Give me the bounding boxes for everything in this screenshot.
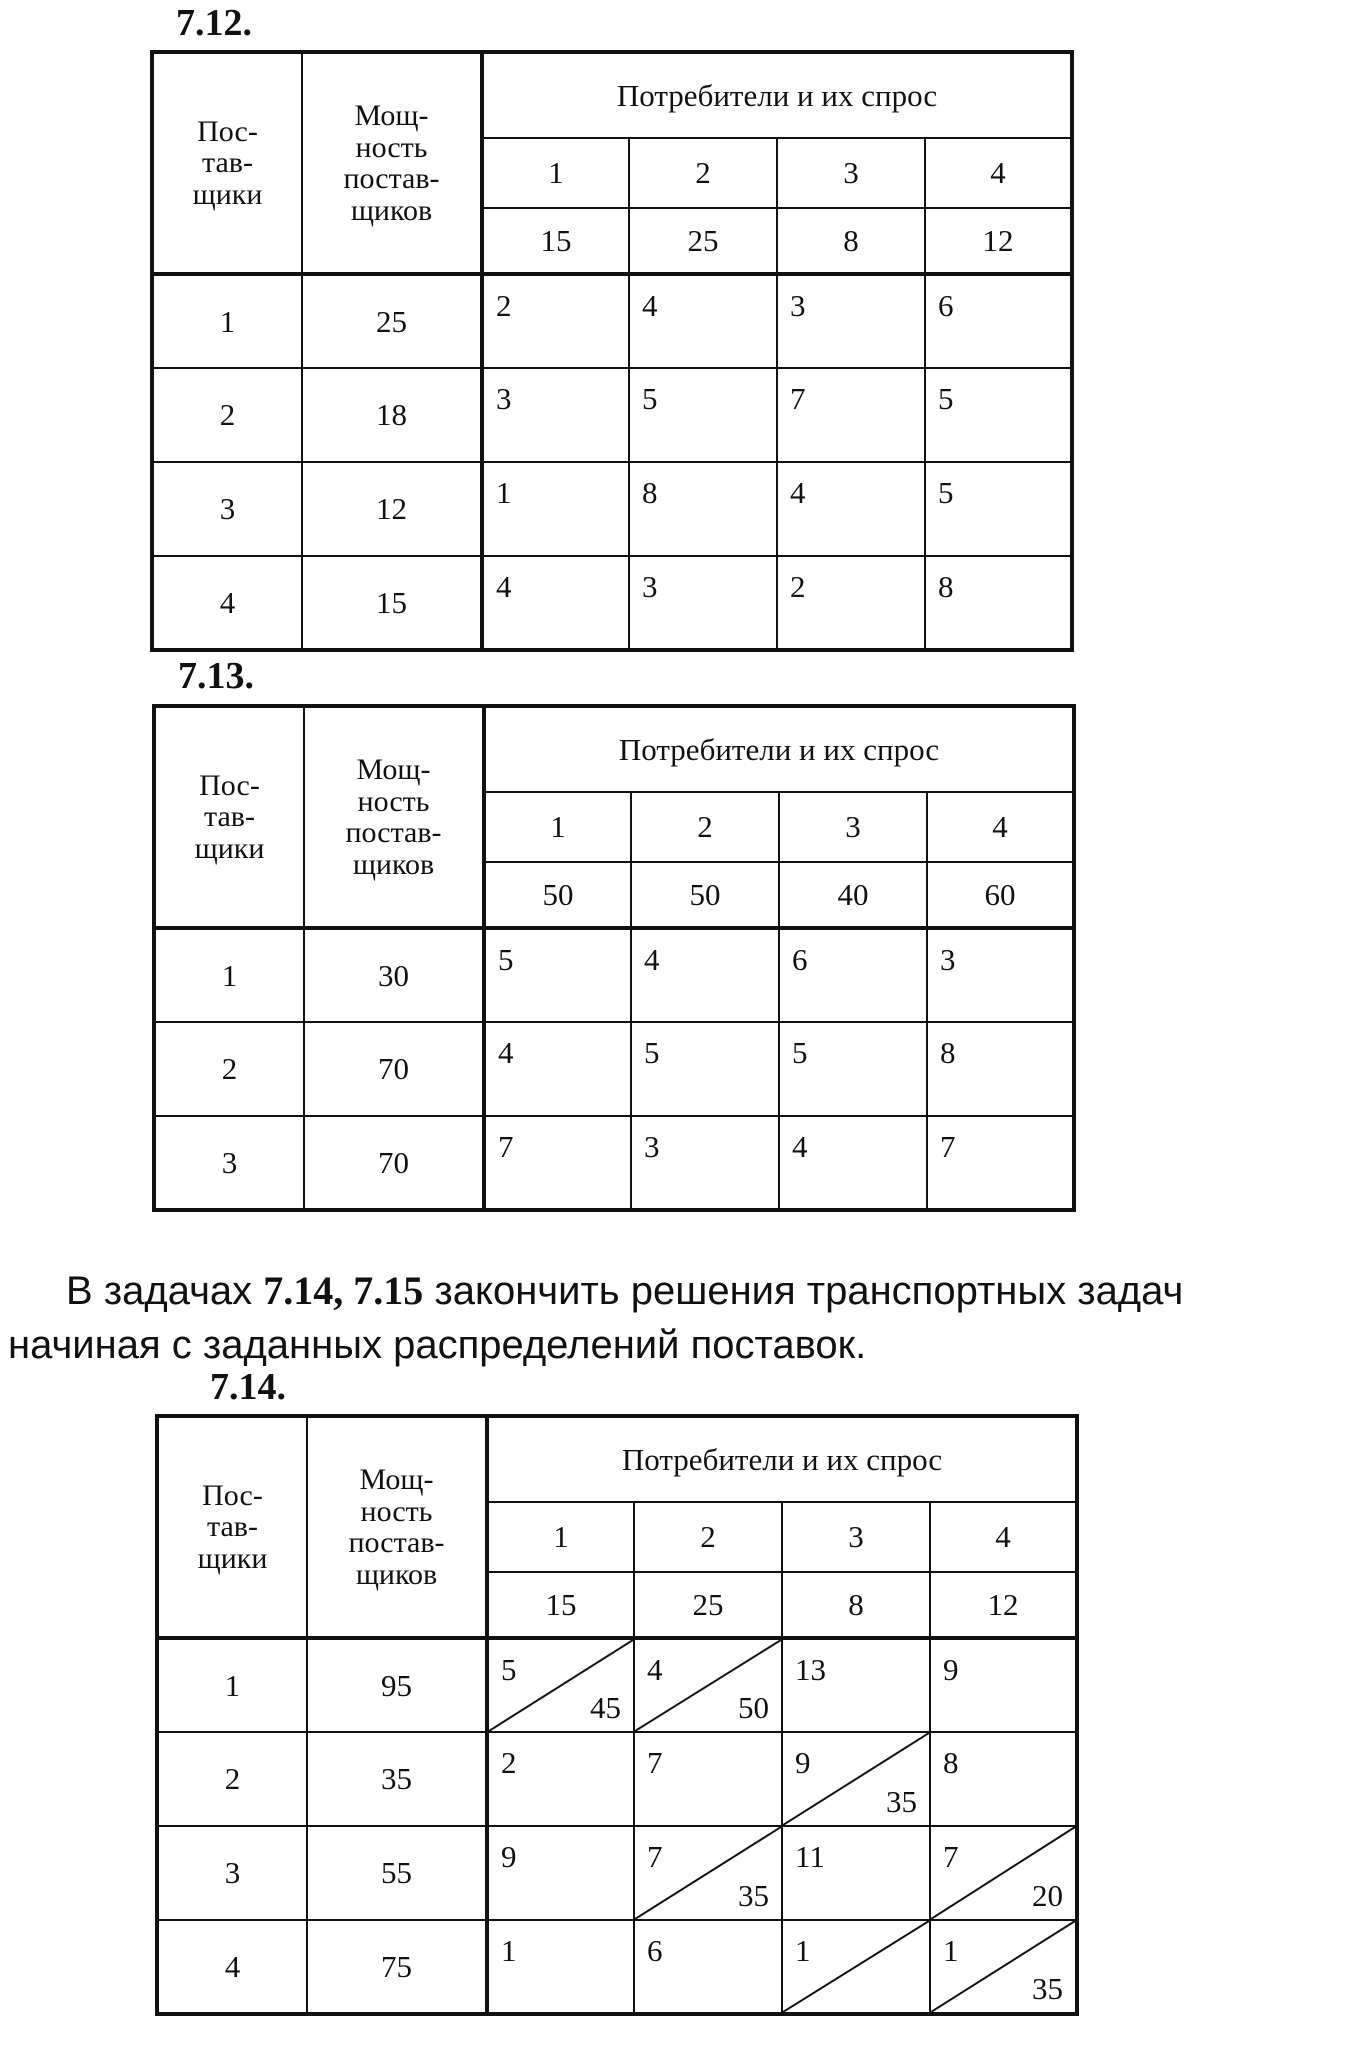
consumer-number: 1	[484, 792, 631, 862]
supplier-row	[152, 556, 1072, 650]
consumer-number: 1	[482, 138, 629, 208]
cost-value: 6	[792, 942, 808, 977]
cost-value: 11	[795, 1839, 825, 1874]
cost-value: 5	[938, 381, 954, 416]
cost-value: 5	[501, 1652, 517, 1687]
cost-value: 1	[795, 1933, 811, 1968]
cost-value: 6	[938, 288, 954, 323]
problem-heading-7-13: 7.13.	[178, 655, 254, 697]
supplier-capacity: 35	[307, 1732, 487, 1826]
supplier-capacity: 18	[302, 368, 482, 462]
problem-heading-7-12: 7.12.	[176, 2, 252, 44]
demand-value: 15	[487, 1572, 634, 1638]
cost-cell	[631, 928, 779, 1022]
cost-cell	[484, 928, 631, 1022]
supplier-capacity: 30	[304, 928, 484, 1022]
consumer-number: 4	[925, 138, 1072, 208]
supplier-number: 2	[152, 368, 302, 462]
cost-cell	[782, 1638, 930, 1732]
demand-value: 8	[777, 208, 925, 274]
cost-value: 2	[501, 1745, 517, 1780]
cost-cell	[930, 1826, 1077, 1920]
cost-cell	[634, 1638, 782, 1732]
supplier-capacity: 55	[307, 1826, 487, 1920]
cost-cell	[634, 1732, 782, 1826]
cost-cell	[487, 1826, 634, 1920]
cost-value: 5	[498, 942, 514, 977]
cost-cell	[482, 368, 629, 462]
supplier-capacity: 25	[302, 274, 482, 368]
demand-value: 50	[484, 862, 631, 928]
supplier-number: 2	[157, 1732, 307, 1826]
consumers-header: Потребители и их спрос	[484, 706, 1074, 792]
cost-cell	[782, 1732, 930, 1826]
supplier-row	[157, 1638, 1077, 1732]
demand-value: 12	[925, 208, 1072, 274]
consumer-number: 1	[487, 1502, 634, 1572]
cost-cell	[777, 274, 925, 368]
consumer-number: 2	[634, 1502, 782, 1572]
cost-value: 3	[496, 381, 512, 416]
transport-table-7-13	[152, 704, 1076, 1212]
supplier-number: 2	[154, 1022, 304, 1116]
demand-value: 12	[930, 1572, 1077, 1638]
consumer-number: 3	[779, 792, 927, 862]
cost-value: 4	[496, 569, 512, 604]
cost-value: 7	[940, 1129, 956, 1164]
cost-value: 8	[940, 1035, 956, 1070]
supplier-capacity: 75	[307, 1920, 487, 2014]
cost-cell	[629, 462, 777, 556]
supplier-number: 1	[154, 928, 304, 1022]
cost-cell	[782, 1920, 930, 2014]
supplier-capacity: 70	[304, 1116, 484, 1210]
cost-value: 5	[644, 1035, 660, 1070]
cost-value: 1	[943, 1933, 959, 1968]
paragraph-before: В задачах	[66, 1269, 264, 1313]
consumer-number: 3	[782, 1502, 930, 1572]
cost-value: 9	[943, 1652, 959, 1687]
cost-value: 7	[790, 381, 806, 416]
cost-value: 1	[496, 475, 512, 510]
supplier-row	[152, 368, 1072, 462]
cost-value: 2	[790, 569, 806, 604]
capacity-header: Мощ- ность постав- щиков	[302, 52, 482, 274]
demand-value: 25	[629, 208, 777, 274]
supply-value: 50	[738, 1690, 769, 1725]
supplier-row	[157, 1826, 1077, 1920]
problem-heading-7-14: 7.14.	[210, 1366, 286, 1408]
supplier-number: 4	[157, 1920, 307, 2014]
consumers-header: Потребители и их спрос	[482, 52, 1072, 138]
instruction-paragraph	[8, 1264, 1338, 1372]
demand-value: 40	[779, 862, 927, 928]
transport-table-7-14	[155, 1414, 1079, 2016]
supplier-row	[152, 462, 1072, 556]
consumer-number: 3	[777, 138, 925, 208]
cost-value: 9	[501, 1839, 517, 1874]
cost-cell	[482, 462, 629, 556]
supplier-number: 1	[152, 274, 302, 368]
cost-cell	[927, 1116, 1074, 1210]
paragraph-line2: начиная с заданных распределений поставок.	[8, 1323, 867, 1367]
cost-cell	[930, 1638, 1077, 1732]
consumer-number: 4	[927, 792, 1074, 862]
suppliers-header: Пос- тав- щики	[152, 52, 302, 274]
cost-value: 4	[790, 475, 806, 510]
cost-value: 2	[496, 288, 512, 323]
supplier-number: 3	[154, 1116, 304, 1210]
cost-value: 5	[792, 1035, 808, 1070]
supplier-row	[157, 1732, 1077, 1826]
supplier-capacity: 15	[302, 556, 482, 650]
supplier-capacity: 95	[307, 1638, 487, 1732]
supplier-number: 4	[152, 556, 302, 650]
suppliers-header: Пос- тав- щики	[154, 706, 304, 928]
supply-value: 20	[1032, 1878, 1064, 1913]
cost-value: 4	[642, 288, 658, 323]
cost-value: 3	[642, 569, 658, 604]
supplier-row	[154, 1116, 1074, 1210]
cost-value: 4	[647, 1652, 663, 1687]
cost-cell	[925, 274, 1072, 368]
demand-value: 60	[927, 862, 1074, 928]
cost-cell	[777, 368, 925, 462]
supplier-row	[157, 1920, 1077, 2014]
suppliers-header: Пос- тав- щики	[157, 1416, 307, 1638]
cost-cell	[777, 556, 925, 650]
cost-value: 13	[795, 1652, 826, 1687]
cost-cell	[631, 1022, 779, 1116]
cost-cell	[487, 1732, 634, 1826]
cost-cell	[629, 556, 777, 650]
supplier-row	[152, 274, 1072, 368]
cost-value: 9	[795, 1745, 811, 1780]
supplier-number: 3	[157, 1826, 307, 1920]
cost-value: 4	[792, 1129, 808, 1164]
supplier-capacity: 12	[302, 462, 482, 556]
supplier-row	[154, 928, 1074, 1022]
supplier-row	[154, 1022, 1074, 1116]
supply-value: 35	[738, 1878, 769, 1913]
demand-value: 25	[634, 1572, 782, 1638]
cost-value: 8	[938, 569, 954, 604]
cost-value: 4	[498, 1035, 514, 1070]
cost-value: 4	[644, 942, 660, 977]
cost-value: 5	[642, 381, 658, 416]
cost-value: 1	[501, 1933, 517, 1968]
cost-cell	[927, 1022, 1074, 1116]
cost-cell	[631, 1116, 779, 1210]
cost-cell	[779, 928, 927, 1022]
cost-value: 3	[940, 942, 956, 977]
cost-cell	[482, 274, 629, 368]
cost-value: 7	[498, 1129, 514, 1164]
transport-table-7-12	[150, 50, 1074, 652]
consumers-header: Потребители и их спрос	[487, 1416, 1077, 1502]
cost-cell	[927, 928, 1074, 1022]
cost-cell	[484, 1022, 631, 1116]
capacity-header: Мощ- ность постав- щиков	[307, 1416, 487, 1638]
cost-cell	[634, 1920, 782, 2014]
cost-cell	[782, 1826, 930, 1920]
paragraph-refs: 7.14, 7.15	[263, 1268, 424, 1313]
supplier-number: 3	[152, 462, 302, 556]
cost-cell	[779, 1116, 927, 1210]
cost-value: 7	[943, 1839, 959, 1874]
cost-value: 8	[642, 475, 658, 510]
consumer-number: 2	[631, 792, 779, 862]
demand-value: 8	[782, 1572, 930, 1638]
cost-value: 7	[647, 1839, 663, 1874]
demand-value: 15	[482, 208, 629, 274]
consumer-number: 2	[629, 138, 777, 208]
capacity-header: Мощ- ность постав- щиков	[304, 706, 484, 928]
supply-value: 35	[886, 1784, 917, 1819]
cost-cell	[629, 274, 777, 368]
cost-cell	[484, 1116, 631, 1210]
cost-value: 7	[647, 1745, 663, 1780]
cost-value: 8	[943, 1745, 959, 1780]
cost-cell	[634, 1826, 782, 1920]
supplier-number: 1	[157, 1638, 307, 1732]
supply-value: 45	[590, 1690, 621, 1725]
cost-cell	[482, 556, 629, 650]
paragraph-after: закончить решения транспортных задач	[423, 1269, 1184, 1313]
cost-value: 6	[647, 1933, 663, 1968]
consumer-number: 4	[930, 1502, 1077, 1572]
cost-cell	[925, 462, 1072, 556]
cost-cell	[629, 368, 777, 462]
demand-value: 50	[631, 862, 779, 928]
cost-cell	[779, 1022, 927, 1116]
cost-cell	[487, 1920, 634, 2014]
cost-value: 5	[938, 475, 954, 510]
cost-cell	[925, 556, 1072, 650]
cost-cell	[930, 1732, 1077, 1826]
cost-cell	[487, 1638, 634, 1732]
supply-value: 35	[1032, 1971, 1064, 2006]
cost-value: 3	[790, 288, 806, 323]
cost-cell	[930, 1920, 1077, 2014]
cost-value: 3	[644, 1129, 660, 1164]
cost-cell	[925, 368, 1072, 462]
supplier-capacity: 70	[304, 1022, 484, 1116]
cost-cell	[777, 462, 925, 556]
